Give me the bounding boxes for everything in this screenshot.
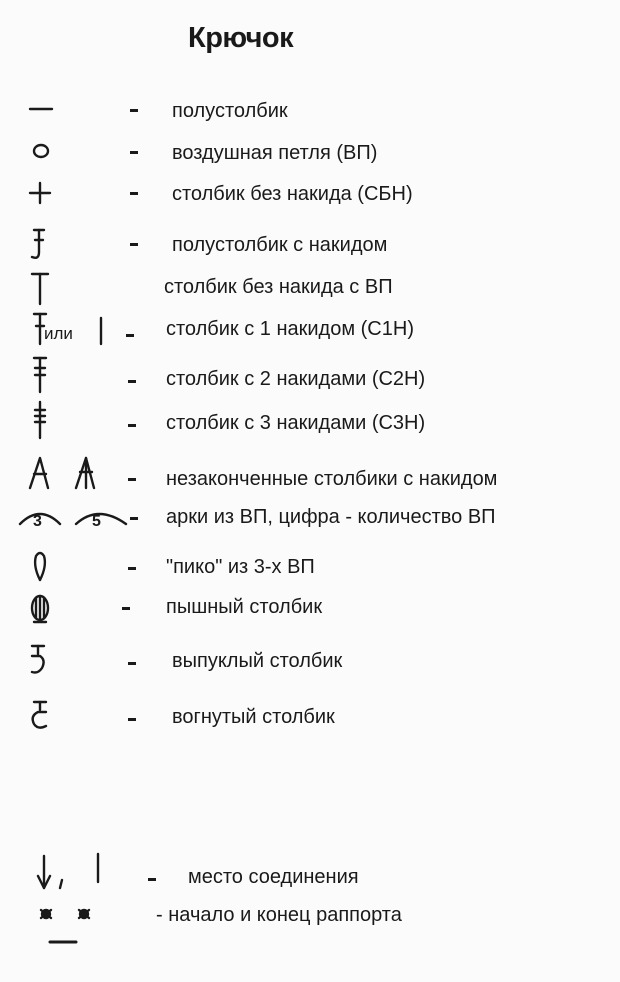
legend-label: пышный столбик	[166, 596, 323, 618]
legend-label: вогнутый столбик	[172, 706, 335, 728]
separator-dash	[128, 662, 136, 665]
separator-dash	[130, 109, 138, 112]
chain-loop-icon	[0, 134, 170, 174]
puff-icon	[0, 590, 170, 630]
legend-row	[0, 502, 620, 542]
front-post-icon	[0, 640, 170, 680]
legend-row	[0, 175, 620, 215]
separator-dash	[128, 718, 136, 721]
legend-label: - начало и конец раппорта	[156, 904, 402, 926]
legend-row	[0, 92, 620, 132]
legend-row	[0, 450, 620, 490]
separator-dash	[130, 243, 138, 246]
tr-icon	[0, 356, 170, 396]
t-stitch-icon	[0, 268, 170, 308]
half-stitch-icon	[0, 92, 170, 132]
dtr-icon	[0, 400, 170, 440]
page-title: Крючок	[188, 22, 294, 54]
separator-dash	[126, 334, 134, 337]
legend-label: столбик без накида (СБН)	[172, 183, 413, 205]
separator-dash	[130, 517, 138, 520]
separator-dash	[130, 192, 138, 195]
separator-dash	[128, 567, 136, 570]
cluster-icon	[0, 450, 170, 490]
legend-row	[0, 268, 620, 308]
legend-label: столбик с 1 накидом (С1Н)	[166, 318, 414, 340]
separator-dash	[128, 380, 136, 383]
legend-row	[0, 400, 620, 440]
legend-row	[0, 590, 620, 630]
legend-row	[0, 900, 620, 956]
legend-label: незаконченные столбики с накидом	[166, 468, 498, 490]
back-post-icon	[0, 696, 170, 736]
legend-row	[0, 852, 620, 900]
legend-label: выпуклый столбик	[172, 650, 343, 672]
legend-label: столбик с 2 накидами (С2Н)	[166, 368, 426, 390]
arch-icon	[0, 502, 170, 542]
separator-dash	[130, 151, 138, 154]
or-text: или	[44, 324, 73, 343]
join-icon	[0, 852, 170, 892]
separator-dash	[148, 878, 156, 881]
plus-icon	[0, 175, 170, 215]
half-double-icon	[0, 226, 170, 266]
picot-icon	[0, 546, 170, 586]
legend-label: место соединения	[188, 866, 359, 888]
legend-row	[0, 134, 620, 174]
legend-row	[0, 640, 620, 680]
legend-row	[0, 696, 620, 736]
repeat-icon	[0, 900, 170, 940]
legend-label: столбик с 3 накидами (С3Н)	[166, 412, 426, 434]
legend-label: полустолбик с накидом	[172, 234, 388, 256]
legend-row	[0, 546, 620, 586]
legend-label: "пико" из 3-х ВП	[166, 556, 315, 578]
dc-icon	[0, 310, 170, 350]
legend-label: арки из ВП, цифра - количество ВП	[166, 506, 496, 528]
legend-row	[0, 356, 620, 396]
separator-dash	[128, 478, 136, 481]
separator-dash	[122, 607, 130, 610]
legend-row	[0, 310, 620, 350]
legend-row	[0, 226, 620, 266]
legend-label: столбик без накида с ВП	[164, 276, 393, 298]
arch-number: 5	[92, 513, 101, 530]
legend-label: воздушная петля (ВП)	[172, 142, 378, 164]
arch-number: 3	[33, 513, 42, 530]
separator-dash	[128, 424, 136, 427]
legend-label: полустолбик	[172, 100, 288, 122]
